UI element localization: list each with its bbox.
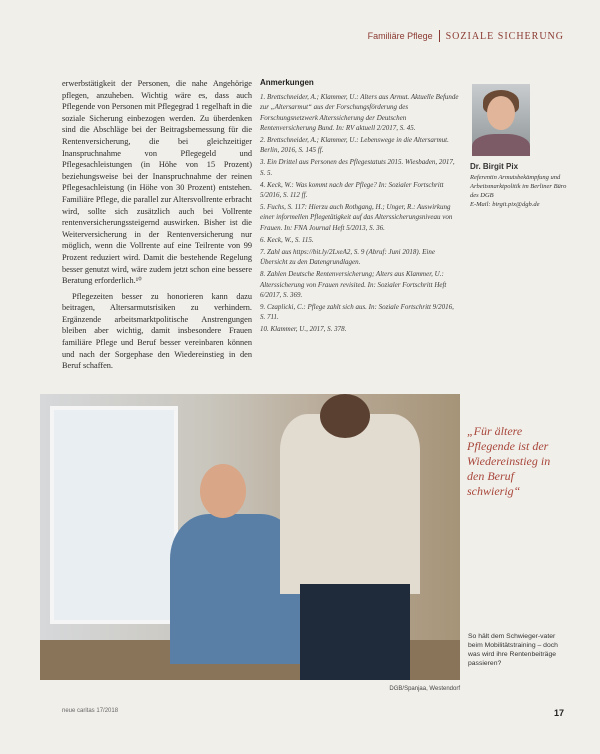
author-name: Dr. Birgit Pix [470, 162, 519, 171]
photo-window [50, 406, 178, 624]
endnote: 8. Zahlen Deutsche Rentenversicherung; Alters aus Klammer, U.: Alterssicherung von Frauen revisited. In: Sozialer Fortschritt Heft 6/2017, S. 369. [260, 270, 447, 299]
header-separator [439, 30, 440, 42]
author-email[interactable]: E-Mail: birgit.pix@dgb.de [470, 201, 540, 208]
endnotes-heading: Anmerkungen [260, 78, 314, 87]
body-paragraph: erwerbstätigkeit der Personen, die nahe Angehörige pflegen, anzuheben. Wichtig wäre es, dass auch Pflegende von Personen mit Pflegegrad 1 regelhaft in die soziale Sicherung einbezogen werden. Zu überdenken sind die Abschläge bei der Beitragsbemessung für die Rentenversicherung, die bei gleichzeitiger Inanspruchnahme von Pflegegeld und Pflegesachleistungen (in Höhe von 15 Prozent) beziehungsweise bei der Inanspruchnahme der reinen Pflegesachleistung (in Höhe von 30 Prozent) entstehen. Familiäre Pflege, die parallel zur Altersvollrente erbracht wird, sollte sich zusätzlich auch bei Vollrente rentenversicherungssteigernd auswirken. Bisher ist die Weiterversicherung in der Rentenversicherung nur möglich, wenn die Vollrente auf eine Teilrente von 99 Prozent reduziert wird. Damit die bestehende Regelung besser genutzt wird, wäre zudem jetzt schon eine bessere Beratung erforderlich.¹⁰ [62, 79, 252, 286]
endnote: 7. Zahl aus https://bit.ly/2LxeA2, S. 9 (Abruf: Juni 2018). Eine Übersicht zu den Datengrundlagen. [260, 248, 435, 267]
endnote: 10. Klammer, U., 2017, S. 378. [260, 325, 347, 334]
endnote: 1. Brettschneider, A.; Klammer, U.: Alters aus Armut. Aktuelle Befunde zur „Altersarmut“ aus der Forschungsförderung des Forschungsnetzwerk Alterssicherung der Deutschen Rentenversicherung Bund. In: RV aktuell 2/2017, S. 45. [260, 93, 459, 132]
body-paragraph: Pflegezeiten besser zu honorieren kann dazu beitragen, Altersarmutsrisiken zu verhindern. Ergänzende arbeitsmarktpolitische Anstrengungen bleiben aber wichtig, damit insbesondere Frauen familiäre Pflege und Beruf besser vereinbaren können und nach der Sorgephase den Wiedereinstieg in den Beruf schaffen. [62, 291, 252, 371]
endnote: 3. Ein Drittel aus Personen des Pflegestatuts 2015. Wiesbaden, 2017, S. 5. [260, 158, 455, 177]
photo-woman [240, 394, 420, 680]
page-number: 17 [553, 708, 564, 718]
photo-credit: DGB/Spanjaa, Westendorf [389, 686, 460, 692]
endnote: 4. Keck, W.: Was kommt nach der Pflege? In: Sozialer Fortschritt 5/2016, S. 112 ff. [260, 180, 444, 200]
endnotes-list [260, 92, 460, 334]
endnote: 9. Czaplicki, C.: Pflege zahlt sich aus. In: Soziale Fortschritt 9/2016, S. 711. [260, 303, 454, 322]
pull-quote: „Für ältere Pflegende ist der Wiedereinstieg in den Beruf schwierig“ [467, 424, 551, 498]
author-bio: Referentin Armutsbekämpfung und Arbeitsmarktpolitik im Berliner Büro des DGB [470, 174, 567, 199]
body-column [62, 78, 252, 376]
endnote: 2. Brettschneider, A.; Klammer, U.: Lebenswege in die Altersarmut. Berlin, 2016, S. 145 ff. [260, 136, 449, 155]
page-footer [62, 708, 564, 718]
author-portrait [472, 84, 530, 156]
header-category: Familiäre Pflege [367, 31, 433, 41]
photo-caption: So hält dem Schwieger-vater beim Mobilitätstraining – doch was wird ihre Rentenbeiträge passieren? [468, 633, 558, 667]
endnote: 6. Keck, W., S. 115. [260, 235, 314, 244]
article-photo [40, 394, 460, 680]
author-box [470, 162, 570, 209]
endnote: 5. Fuchs, S. 117: Hierzu auch Rothgang, H.; Unger, R.: Auswirkung einer informellen Pflegetätigkeit auf das Alterssicherungsniveau von Frauen. In: FNA Journal Heft 5/2013, S. 36. [260, 203, 453, 232]
header-section: SOZIALE SICHERUNG [445, 30, 564, 42]
magazine-issue: neue caritas 17/2018 [62, 708, 119, 714]
endnotes [260, 78, 460, 337]
page-header [368, 30, 564, 42]
